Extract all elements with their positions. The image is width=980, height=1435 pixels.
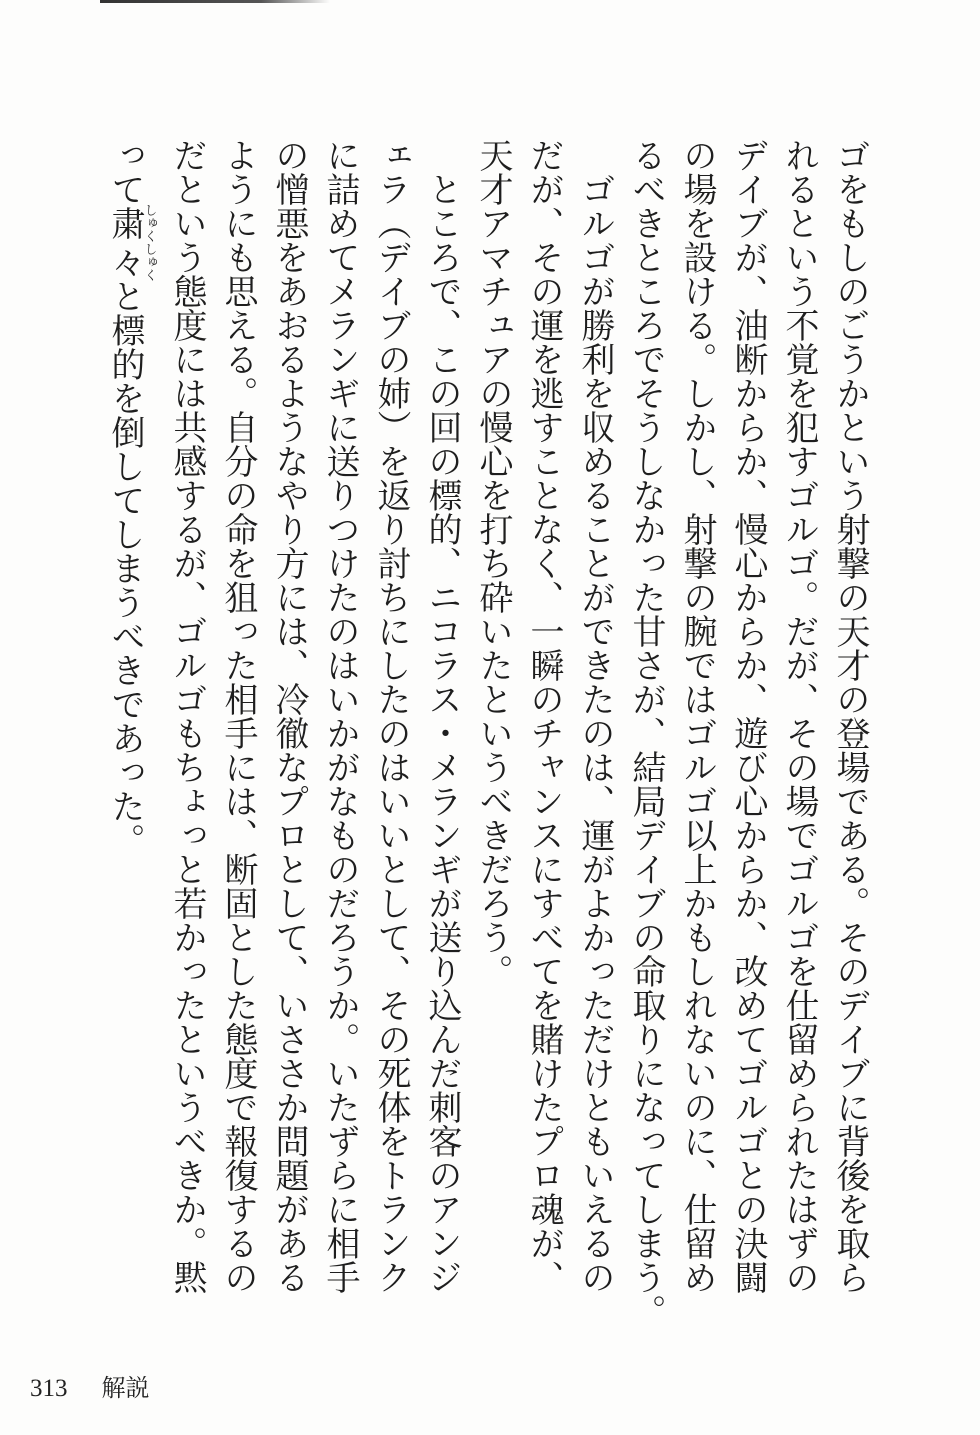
text-column: れるという不覚を犯すゴルゴ。だが、その場でゴルゴを仕留められたはずの xyxy=(779,138,819,1294)
text-column: るべきところでそうしなかった甘さが、結局デイブの命取りになってしまう。 xyxy=(626,138,666,1328)
text-column: の場を設ける。しかし、射撃の腕ではゴルゴ以上かもしれないのに、仕留め xyxy=(677,138,717,1294)
text-column: だが、その運を逃すことなく、一瞬のチャンスにすべてを賭けたプロ魂が、 xyxy=(524,138,564,1294)
text-segment: って xyxy=(105,138,145,206)
ruby-reading: しゅくしゅく xyxy=(141,203,157,282)
ruby-base: 粛々 xyxy=(105,203,145,282)
text-column: に詰めてメランギに送りつけたのはいかがなものだろうか。いたずらに相手 xyxy=(320,138,360,1294)
text-column: デイブが、油断からか、慢心からか、遊び心からか、改めてゴルゴとの決闘 xyxy=(728,138,768,1294)
text-column: 天才アマチュアの慢心を打ち砕いたというべきだろう。 xyxy=(473,138,513,988)
vertical-body-text xyxy=(0,138,980,1328)
text-column: ところで、この回の標的、ニコラス・メランギが送り込んだ刺客のアンジ xyxy=(422,138,462,1294)
text-column-last xyxy=(105,138,157,1308)
page-folio xyxy=(30,1368,150,1403)
text-column: ェラ（デイブの姉）を返り討ちにしたのはいいとして、その死体をトランク xyxy=(371,138,411,1294)
text-column: ゴをもしのごうかという射撃の天才の登場である。そのデイブに背後を取ら xyxy=(830,138,870,1294)
text-column: の憎悪をあおるようなやり方には、冷徹なプロとして、いささか問題がある xyxy=(269,138,309,1294)
page-number: 313 xyxy=(30,1375,68,1402)
text-column: だという態度には共感するが、ゴルゴもちょっと若かったというべきか。黙 xyxy=(167,138,207,1294)
text-column: ようにも思える。自分の命を狙った相手には、断固とした態度で報復するの xyxy=(218,138,258,1294)
text-column: ゴルゴが勝利を収めることができたのは、運がよかっただけともいえるの xyxy=(575,138,615,1294)
ruby-annotation xyxy=(105,203,157,282)
text-segment: と標的を倒してしまうべきであった。 xyxy=(105,279,145,857)
scan-edge-artifact xyxy=(100,0,330,3)
section-title: 解説 xyxy=(101,1374,150,1402)
